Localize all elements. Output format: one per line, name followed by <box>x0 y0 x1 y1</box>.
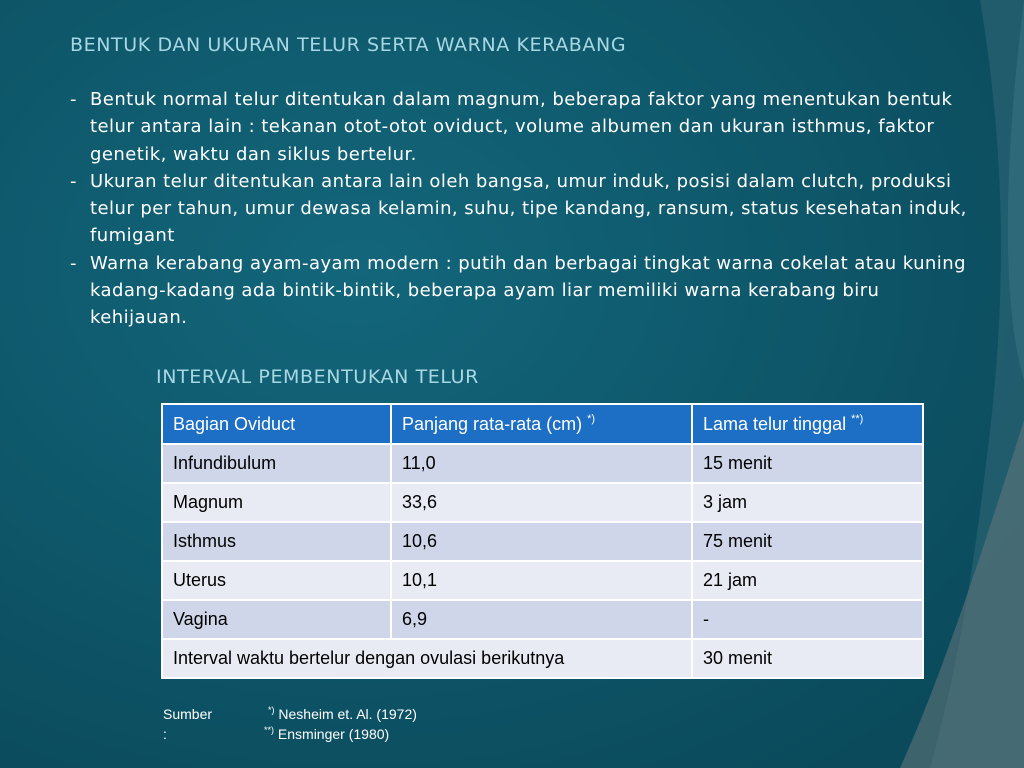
table-cell: 75 menit <box>692 522 923 561</box>
table-cell: 6,9 <box>391 600 692 639</box>
bullet-list <box>70 86 970 332</box>
bullet-dash: - <box>70 252 77 274</box>
header-label: Bagian Oviduct <box>173 413 296 434</box>
table-cell: 10,1 <box>391 561 692 600</box>
table-header-row <box>162 404 923 444</box>
source-ref <box>264 724 389 744</box>
table-cell: 15 menit <box>692 444 923 483</box>
header-cell <box>391 404 692 444</box>
header-cell <box>162 404 391 444</box>
table-row <box>162 444 923 483</box>
slide-title: BENTUK DAN UKURAN TELUR SERTA WARNA KERABANG <box>70 34 627 56</box>
source-label: Sumber : <box>163 706 213 742</box>
table-row <box>162 483 923 522</box>
bullet-text: Warna kerabang ayam-ayam modern : putih dan berbagai tingkat warna cokelat atau kuning kadang-kadang ada bintik-bintik, beberapa ayam liar memiliki warna kerabang biru kehijauan. <box>90 252 966 329</box>
bullet-item <box>70 168 970 250</box>
footnote-mark: **) <box>264 725 275 735</box>
table-cell: Isthmus <box>162 522 391 561</box>
table-cell: 11,0 <box>391 444 692 483</box>
footnote-mark: **) <box>851 412 864 425</box>
oviduct-table <box>161 403 924 679</box>
table-cell: 21 jam <box>692 561 923 600</box>
header-label: Panjang rata-rata (cm) <box>402 413 583 434</box>
bullet-item <box>70 250 970 332</box>
table-cell: Vagina <box>162 600 391 639</box>
bullet-dash: - <box>70 170 77 192</box>
table-row <box>162 561 923 600</box>
table-cell: 3 jam <box>692 483 923 522</box>
bullet-dash: - <box>70 89 77 110</box>
table-cell: 30 menit <box>692 639 923 678</box>
table-cell: Interval waktu bertelur dengan ovulasi berikutnya <box>162 639 692 678</box>
source-ref-text: Nesheim et. Al. (1972) <box>278 706 417 722</box>
footnote-mark: *) <box>268 705 275 715</box>
table-cell: 33,6 <box>391 483 692 522</box>
source-ref <box>268 704 417 724</box>
table-cell: Magnum <box>162 483 391 522</box>
header-cell <box>692 404 923 444</box>
table-cell: - <box>692 600 923 639</box>
table-cell: 10,6 <box>391 522 692 561</box>
source-ref-text: Ensminger (1980) <box>277 726 390 742</box>
table-row <box>162 600 923 639</box>
table-footer-row <box>162 639 923 678</box>
bullet-item <box>70 86 970 168</box>
bullet-text: Bentuk normal telur ditentukan dalam magnum, beberapa faktor yang menentukan bentuk telur antara lain : tekanan otot-otot oviduct, volume albumen dan ukuran isthmus, faktor genetik, waktu dan siklus bertelur. <box>90 89 953 165</box>
table-cell: Infundibulum <box>162 444 391 483</box>
table-title: INTERVAL PEMBENTUKAN TELUR <box>156 366 479 388</box>
table-row <box>162 522 923 561</box>
header-label: Lama telur tinggal <box>703 413 847 434</box>
bullet-text: Ukuran telur ditentukan antara lain oleh bangsa, umur induk, posisi dalam clutch, produksi telur per tahun, umur dewasa kelamin, suhu, tipe kandang, ransum, status kesehatan induk, fumigant <box>90 170 967 247</box>
table-cell: Uterus <box>162 561 391 600</box>
footnote-mark: *) <box>587 412 596 425</box>
